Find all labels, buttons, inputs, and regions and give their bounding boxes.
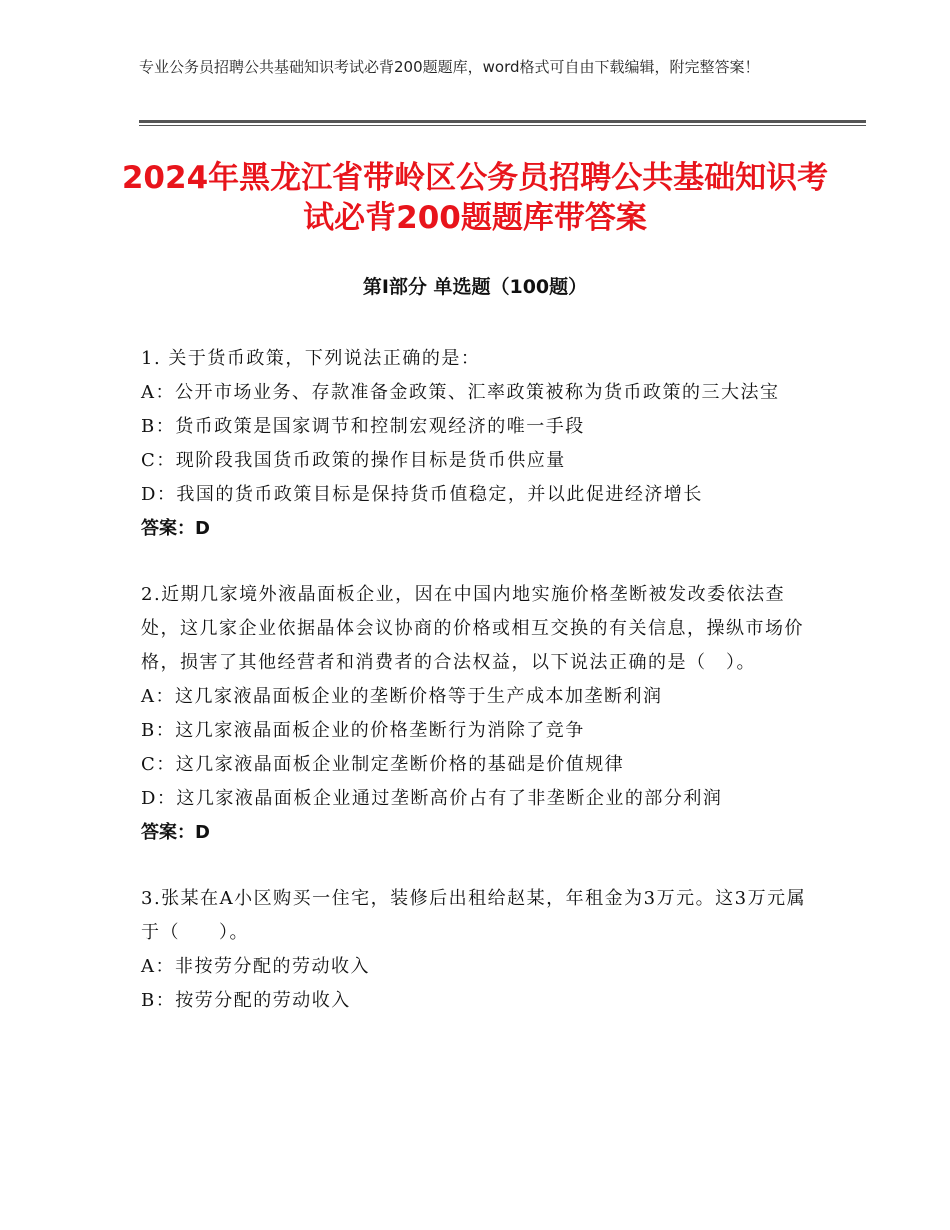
document-title: 2024年黑龙江省带岭区公务员招聘公共基础知识考试必背200题题库带答案 bbox=[121, 160, 829, 236]
question-2 bbox=[141, 578, 813, 850]
option-d: D：我国的货币政策目标是保持货币值稳定，并以此促进经济增长 bbox=[141, 484, 703, 505]
option-a: A：公开市场业务、存款准备金政策、汇率政策被称为货币政策的三大法宝 bbox=[141, 382, 780, 403]
answer-line: 答案：D bbox=[141, 518, 210, 539]
option-c: C：现阶段我国货币政策的操作目标是货币供应量 bbox=[141, 450, 566, 471]
question-1 bbox=[141, 342, 813, 546]
question-list bbox=[141, 342, 813, 1050]
header-divider-thin bbox=[139, 125, 866, 126]
option-a: A：这几家液晶面板企业的垄断价格等于生产成本加垄断利润 bbox=[141, 686, 663, 707]
question-stem: 2.近期几家境外液晶面板企业，因在中国内地实施价格垄断被发改委依法查处，这几家企业依据晶体会议协商的价格或相互交换的有关信息，操纵市场价格，损害了其他经营者和消费者的合法权益，以下说法正确的是（ ）。 bbox=[141, 584, 804, 673]
header-note: 专业公务员招聘公共基础知识考试必背200题题库，word格式可自由下载编辑，附完整答案！ bbox=[139, 58, 760, 76]
option-a: A：非按劳分配的劳动收入 bbox=[141, 956, 370, 977]
option-c: C：这几家液晶面板企业制定垄断价格的基础是价值规律 bbox=[141, 754, 625, 775]
option-b: B：这几家液晶面板企业的价格垄断行为消除了竞争 bbox=[141, 720, 585, 741]
answer-line: 答案：D bbox=[141, 822, 210, 843]
header-divider-thick bbox=[139, 120, 866, 123]
option-b: B：货币政策是国家调节和控制宏观经济的唯一手段 bbox=[141, 416, 585, 437]
section-heading: 第Ⅰ部分 单选题（100题） bbox=[362, 276, 588, 298]
question-3 bbox=[141, 882, 813, 1018]
option-b: B：按劳分配的劳动收入 bbox=[141, 990, 351, 1011]
question-stem: 1. 关于货币政策，下列说法正确的是： bbox=[141, 348, 481, 369]
question-stem: 3.张某在A小区购买一住宅，装修后出租给赵某，年租金为3万元。这3万元属于（ ）。 bbox=[141, 888, 807, 943]
option-d: D：这几家液晶面板企业通过垄断高价占有了非垄断企业的部分利润 bbox=[141, 788, 723, 809]
